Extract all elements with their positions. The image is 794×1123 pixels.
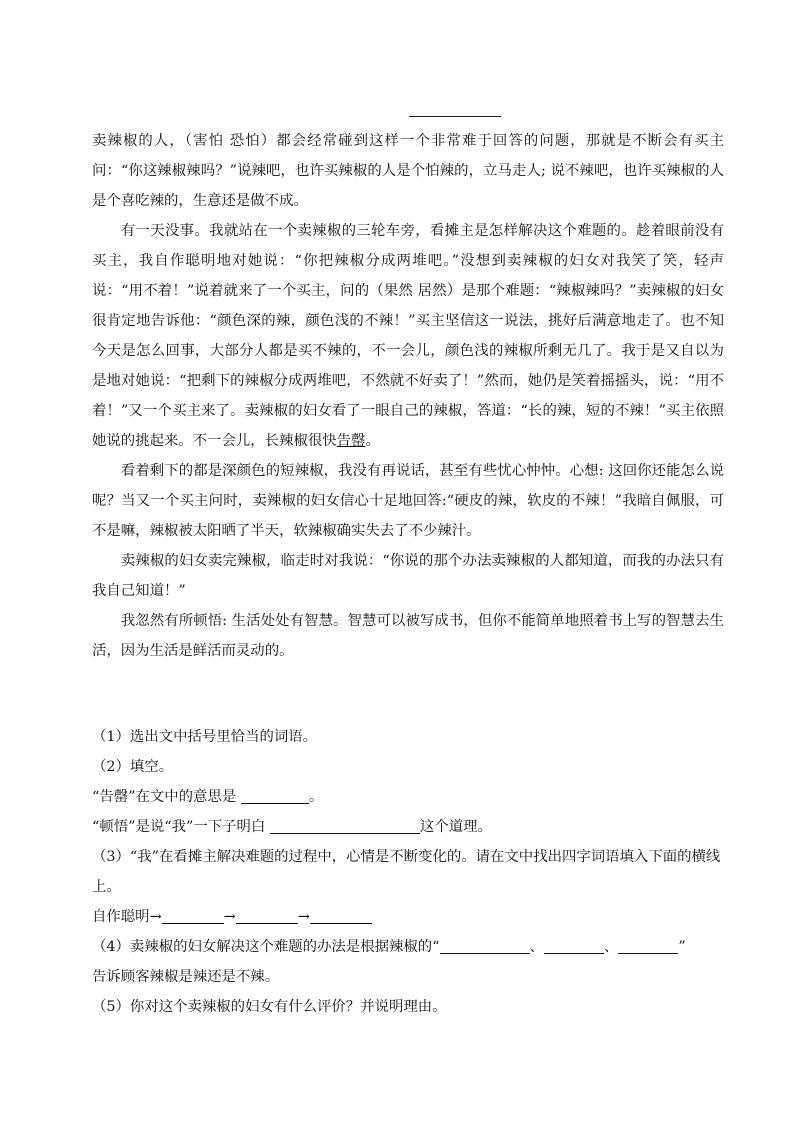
question-2b (92, 812, 724, 842)
answer-blank-4c[interactable] (618, 937, 678, 954)
answer-blank-4a[interactable] (440, 937, 530, 954)
question-2: （2）填空。 (92, 759, 174, 775)
passage-paragraph-2 (92, 216, 724, 456)
arrow-icon: → (223, 909, 236, 925)
passage-paragraph-5: 我忽然有所顿悟: 生活处处有智慧。智慧可以被写成书，但你不能简单地照着书上写的智慧去生活，因为生活是鲜活而灵动的。 (92, 613, 724, 659)
answer-blank-3a[interactable] (162, 907, 224, 924)
separator: 、 (603, 939, 619, 955)
question-2a-end: 。 (308, 789, 324, 805)
passage-paragraph-3: 看着剩下的都是深颜色的短辣椒，我没有再说话，甚至有些忧心忡忡。心想: 这回你还能怎么说呢？当又一个买主问时，卖辣椒的妇女信心十足地回答:“硬皮的辣，软皮的不辣！”我暗自佩服，可不是嘛，辣椒被太阳晒了半天，软辣椒确实失去了不少辣汁。 (92, 463, 724, 539)
passage-paragraph-1: 卖辣椒的人，（害怕 恐怕）都会经常碰到这样一个非常难于回答的问题，那就是不断会有买主问：“你这辣椒辣吗？”说辣吧，也许买辣椒的人是个怕辣的，立马走人; 说不辣吧，也许买辣椒的人是个喜吃辣的，生意还是做不成。 (92, 133, 724, 209)
passage-paragraph-4: 卖辣椒的妇女卖完辣椒，临走时对我说：“你说的那个办法卖辣椒的人都知道，而我的办法只有我自己知道！” (92, 553, 724, 599)
header-rule (409, 116, 501, 117)
question-5: （5）你对这个卖辣椒的妇女有什么评价？并说明理由。 (92, 999, 447, 1015)
answer-blank-3c[interactable] (310, 907, 372, 924)
answer-blank-3b[interactable] (236, 907, 298, 924)
answer-blank-2b[interactable] (270, 817, 420, 834)
answer-blank-4b[interactable] (544, 937, 604, 954)
question-1: （1）选出文中括号里恰当的词语。 (92, 729, 318, 745)
question-section (92, 722, 724, 1022)
question-4-text: （4）卖辣椒的妇女解决这个难题的办法是根据辣椒的“ (92, 939, 440, 955)
question-2b-text: “顿悟”是说“我”一下子明白 (92, 819, 266, 835)
reading-passage (92, 126, 724, 666)
arrow-icon: → (149, 909, 162, 925)
paragraph-2-text: 有一天没事。我就站在一个卖辣椒的三轮车旁，看摊主是怎样解决这个难题的。趁着眼前没有买主，我自作聪明地对她说：“你把辣椒分成两堆吧。”没想到卖辣椒的妇女对我笑了笑，轻声说：“用不着！”说着就来了一个买主，问的（果然 居然）是那个难题：“辣椒辣吗？”卖辣椒的妇女很肯定地告诉他：“颜色深的辣，颜色浅的不辣！”买主坚信这一说法，挑好后满意地走了。也不知今天是怎么回事，大部分人都是买不辣的，不一会儿，颜色浅的辣椒所剩无几了。我于是又自以为是地对她说：“把剩下的辣椒分成两堆吧，不然就不好卖了！”然而，她仍是笑着摇摇头，说：“用不着！”又一个买主来了。卖辣椒的妇女看了一眼自己的辣椒，答道：“长的辣，短的不辣！”买主依照她说的挑起来。不一会儿，长辣椒很快 (92, 223, 724, 449)
question-3: （3）“我”在看摊主解决难题的过程中，心情是不断变化的。请在文中找出四字词语填入下面的横线上。 (92, 849, 721, 895)
question-4-line-2: 告诉顾客辣椒是辣还是不辣。 (92, 969, 280, 985)
paragraph-2-end: 。 (365, 433, 380, 449)
separator: 、 (529, 939, 544, 955)
question-3-chain (92, 902, 724, 932)
answer-blank-2a[interactable] (241, 787, 309, 804)
closing-quote: ” (678, 939, 686, 955)
underlined-word-gaoqing: 告罄 (336, 433, 366, 449)
question-2b-end: 这个道理。 (419, 819, 492, 835)
question-4 (92, 932, 724, 962)
chain-start-word: 自作聪明 (92, 909, 150, 925)
arrow-icon: → (297, 909, 310, 925)
question-2a-text: “告罄”在文中的意思是 (92, 789, 237, 805)
question-2a (92, 782, 724, 812)
